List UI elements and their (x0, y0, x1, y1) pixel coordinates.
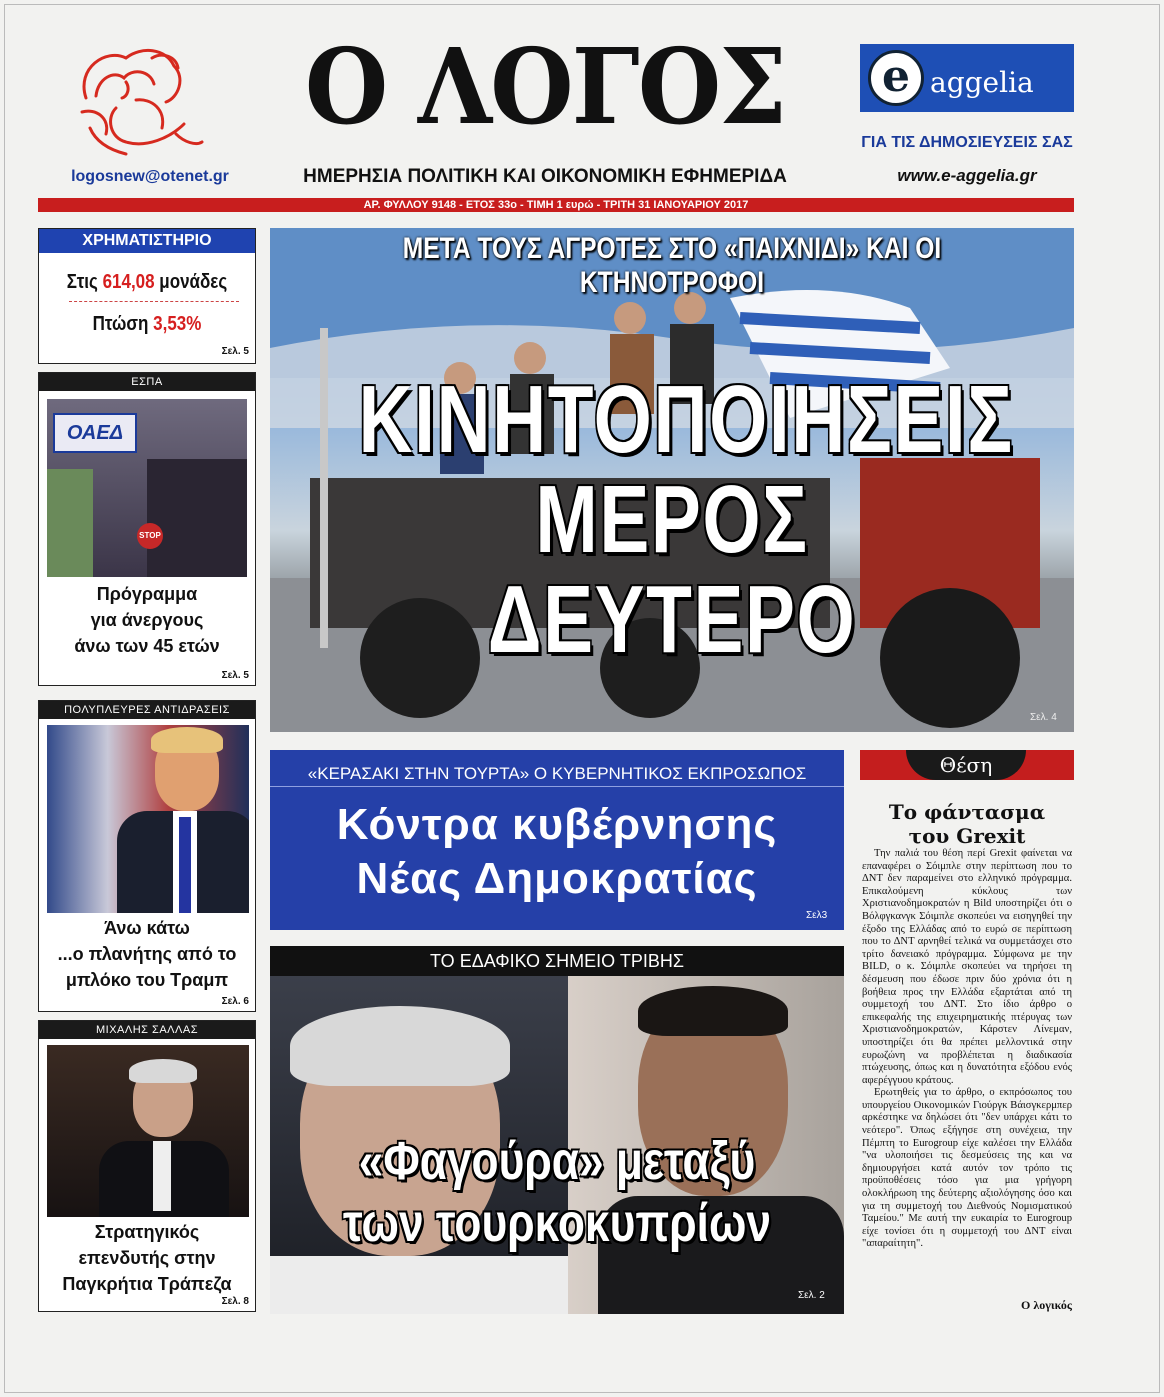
espa-caption-2: για άνεργους (90, 610, 204, 630)
issue-info-bar: ΑΡ. ΦΥΛΛΟΥ 9148 - ΕΤΟΣ 33ο - ΤΙΜΗ 1 ευρώ - ΤΡΙΤΗ 31 ΙΑΝΟΥΑΡΙΟΥ 2017 (38, 198, 1074, 212)
page-ref: Σελ. 5 (221, 670, 249, 681)
tie (179, 817, 191, 913)
hair (290, 1006, 510, 1086)
shirt (153, 1141, 171, 1211)
espa-caption-1: Πρόγραμμα (96, 584, 198, 604)
cyprus-page-ref: Σελ. 2 (798, 1290, 825, 1301)
trees (47, 469, 93, 577)
trump-header: ΠΟΛΥΠΛΕΥΡΕΣ ΑΝΤΙΔΡΑΣΕΙΣ (39, 701, 255, 719)
eaggelia-tagline: ΓΙΑ ΤΙΣ ΔΗΜΟΣΙΕΥΣΕΙΣ ΣΑΣ (861, 134, 1073, 151)
page-ref: Σελ. 6 (221, 996, 249, 1007)
stock-drop-line: Πτώση 3,53% (92, 313, 202, 335)
gov-headline[interactable]: Κόντρα κυβέρνησης Νέας Δημοκρατίας (336, 800, 778, 903)
gov-page-ref: Σελ3 (806, 910, 828, 921)
page-ref: Σελ. 8 (221, 1296, 249, 1307)
oaed-photo (47, 399, 247, 577)
sallas-caption-1: Στρατηγικός (94, 1222, 200, 1242)
doorway (147, 459, 247, 577)
stock-market-box[interactable] (38, 228, 256, 364)
opinion-tab: Θέση (906, 750, 1026, 780)
stop-sign-icon: STOP (137, 523, 163, 549)
divider (270, 786, 844, 787)
oaed-sign: ΟΑΕΔ (53, 413, 137, 453)
trump-box[interactable] (38, 700, 256, 1012)
trump-caption-2: ...ο πλανήτης από το (57, 944, 237, 964)
sallas-header: ΜΙΧΑΛΗΣ ΣΑΛΛΑΣ (39, 1021, 255, 1039)
sallas-caption-2: επενδυτής στην (78, 1248, 216, 1268)
logo-figures-icon (66, 38, 206, 164)
espa-caption-3: άνω των 45 ετών (74, 636, 220, 656)
sallas-caption-3: Παγκρήτια Τράπεζα (62, 1274, 232, 1294)
page-ref: Σελ. 5 (221, 346, 249, 357)
cyprus-headline[interactable]: «Φαγούρα» μεταξύ των τουρκοκυπρίων (343, 1131, 771, 1253)
trump-caption-3: μπλόκο του Τραμπ (65, 970, 229, 990)
trump-photo (47, 725, 249, 913)
hair (151, 727, 223, 753)
hair (129, 1059, 197, 1083)
newspaper-subtitle: ΗΜΕΡΗΣΙΑ ΠΟΛΙΤΙΚΗ ΚΑΙ ΟΙΚΟΝΟΜΙΚΗ ΕΦΗΜΕΡΙΔΑ (303, 166, 787, 187)
shirt (270, 1256, 568, 1314)
hair (638, 986, 788, 1036)
contact-email: logosnew@otenet.gr (71, 168, 229, 185)
opinion-signature: Ο λογικός (1021, 1298, 1072, 1312)
opinion-paragraph-2: Ερωτηθείς για το άρθρο, ο εκπρόσωπος του υπουργείου Οικονομικών Γιούργκ Βάισγκερμπερ αρκέστηκε να δηλώσει ότι "δεν υπάρχει κάτι το νεότερο". Όπως εξήγησε στη συνέχεια, την Πέμπτη το Eurogroup είχε καλέσει την Ελλάδα "να υλοποιήσει τις δεσμεύσεις της και να δημιουργήσει κατά αυτόν τον τρόπο τις προϋποθέσεις τόσο για μια γρήγορη ολοκλήρωση της δεύτερης αξιολόγησης όσο και για τη συμμετοχή του Διεθνούς Νομισματικού Ταμείου." Με αυτή την ευκαιρία το Eurogroup είχε τονίσει ότι η συμμετοχή του ΔΝΤ είναι "απαραίτητη". (862, 1087, 1072, 1250)
espa-header: ΕΣΠΑ (39, 373, 255, 391)
divider (69, 301, 239, 302)
eaggelia-url[interactable]: www.e-aggelia.gr (897, 166, 1037, 185)
opinion-title[interactable]: Το φάντασμα του Grexit (888, 800, 1046, 848)
opinion-paragraph-1: Την παλιά του θέση περί Grexit φαίνεται να επαναφέρει ο Σόιμπλε στην περίπτωση που το ΔΝΤ δεν παραμείνει στο ελληνικό πρόγραμμα. Επικαλούμενη κύκλους των Χριστιανοδημοκρατών η Bild υποστηρίζει ότι ο Βόλφγκανγκ Σόιμπλε σκοπεύει να εισηγηθεί την έξοδο της Ελλάδας από το ευρώ σε περίπτωση που το ΔΝΤ αρνηθεί τελικά να συμμετάσχει στο τρίτο δανειακό πρόγραμμα. Σύμφωνα με την BILD, ο κ. Σόιμπλε σκοπεύει να τηρήσει τη δέσμευση που έδωσε πριν δύο χρόνια ότι η βοήθεια προς την Ελλάδα εξαρτάται από τη συμμετοχή του ΔΝΤ. Στο ίδιο άρθρο ο επικεφαλής της επιχειρηματικής πτέρυγας των Χριστιανοδημοκρατών, Κάρστεν Λίνεμαν, υποστηρίζει ότι θα πρέπει μελλοντικά στην ευρωζώνη να προβλέπεται η διαδικασία πτώχευσης, όπως και η δυνατότητα εξόδου ενός αφερέγγυου κράτους. (862, 848, 1072, 1086)
hero-page-ref: Σελ. 4 (1030, 712, 1057, 723)
sallas-photo (47, 1045, 249, 1217)
opinion-body (862, 848, 1072, 1251)
newspaper-title: Ο ΛΟΓΟΣ (304, 25, 786, 148)
eaggelia-wordmark: aggelia (930, 66, 1034, 99)
hero-headline[interactable]: ΚΙΝΗΤΟΠΟΙΗΣΕΙΣ ΜΕΡΟΣ ΔΕΥΤΕΡΟ (358, 366, 1014, 673)
trump-caption-1: Άνω κάτω (104, 918, 190, 938)
espa-box[interactable] (38, 372, 256, 686)
gov-kicker: «ΚΕΡΑΣΑΚΙ ΣΤΗΝ ΤΟΥΡΤΑ» Ο ΚΥΒΕΡΝΗΤΙΚΟΣ ΕΚΠΡΟΣΩΠΟΣ (307, 764, 807, 783)
sallas-box[interactable] (38, 1020, 256, 1312)
hero-kicker: ΜΕΤΑ ΤΟΥΣ ΑΓΡΟΤΕΣ ΣΤΟ «ΠΑΙΧΝΙΔΙ» ΚΑΙ ΟΙ ΚΤΗΝΟΤΡΟΦΟΙ (402, 232, 942, 299)
cyprus-kicker: ΤΟ ΕΔΑΦΙΚΟ ΣΗΜΕΙΟ ΤΡΙΒΗΣ (270, 946, 844, 976)
eaggelia-logo-icon: e (868, 50, 924, 106)
stock-header: ΧΡΗΜΑΤΙΣΤΗΡΙΟ (39, 229, 255, 253)
stock-index-line: Στις 614,08 μονάδες (66, 271, 228, 293)
